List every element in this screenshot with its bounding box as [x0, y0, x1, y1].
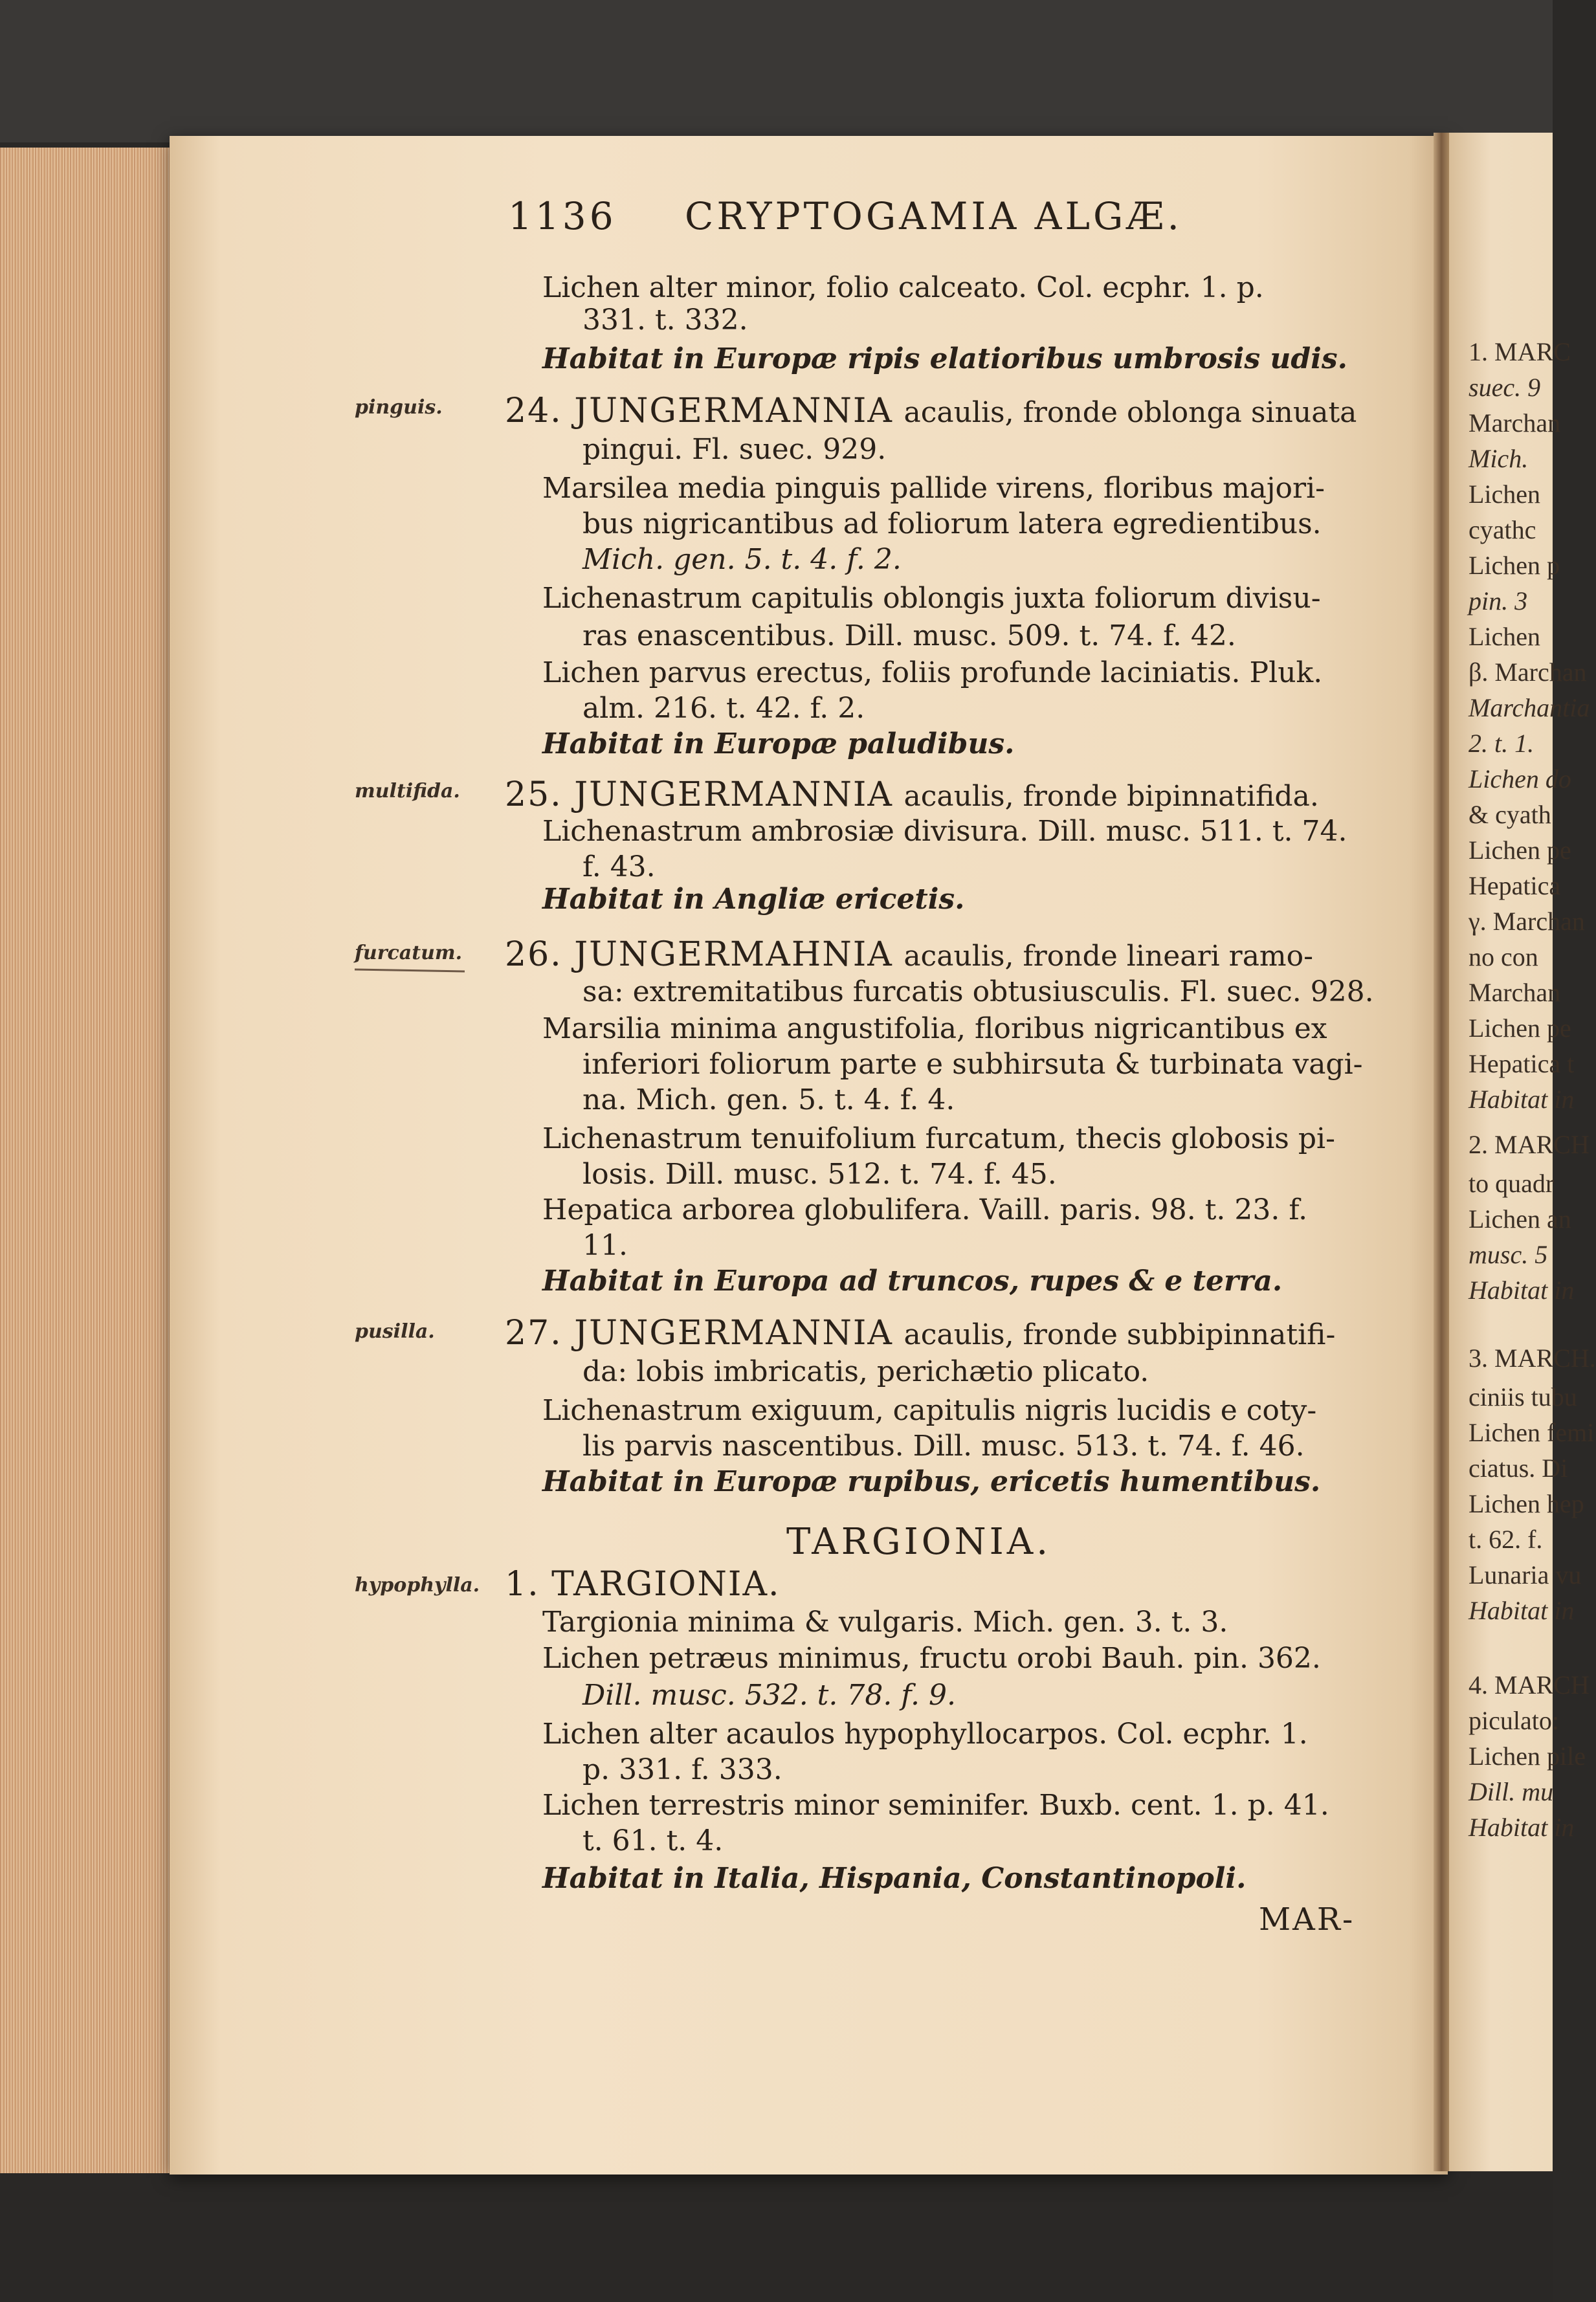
entry-name: 25. JUNGERMANNIA	[505, 775, 893, 814]
background-bottom	[0, 2155, 1553, 2302]
text-line: Lichen alter acaulos hypophyllocarpos. Col. ecphr. 1.	[542, 1718, 1308, 1751]
entry-heading	[505, 775, 1319, 814]
habitat-line: Habitat in Angliæ ericetis.	[542, 883, 965, 916]
entry-name: 26. JUNGERMAHNIA	[505, 935, 893, 974]
text-line: Marsilea media pinguis pallide virens, floribus majori-	[542, 472, 1325, 505]
facing-line: Lichen hep	[1469, 1489, 1584, 1518]
facing-line: musc. 5	[1469, 1240, 1548, 1269]
text-line: Lichenastrum exiguum, capitulis nigris lucidis e coty-	[542, 1394, 1317, 1427]
facing-line: no con	[1469, 942, 1538, 971]
entry-description: acaulis, fronde lineari ramo-	[903, 940, 1313, 973]
facing-line: β. Marchan	[1469, 658, 1587, 687]
text-line: na. Mich. gen. 5. t. 4. f. 4.	[582, 1083, 955, 1116]
facing-line: piculato:	[1469, 1706, 1559, 1735]
entry-name: 27. JUNGERMANNIA	[505, 1314, 893, 1353]
facing-line: Lichen femi	[1469, 1418, 1595, 1447]
text-line: t. 61. t. 4.	[582, 1824, 724, 1857]
facing-line: 2. t. 1.	[1469, 729, 1535, 758]
page-edges	[0, 148, 176, 2173]
facing-line: 4. MARCH	[1469, 1670, 1590, 1699]
text-line: lis parvis nascentibus. Dill. musc. 513. t. 74. f. 46.	[582, 1430, 1305, 1463]
text-line: Marsilia minima angustifolia, floribus nigricantibus ex	[542, 1012, 1327, 1045]
section-title: TARGIONIA.	[786, 1521, 1052, 1563]
catchword: MAR-	[1259, 1901, 1355, 1938]
entry-description: acaulis, fronde oblonga sinuata	[903, 396, 1357, 429]
text-line: losis. Dill. musc. 512. t. 74. f. 45.	[582, 1158, 1057, 1191]
facing-line: γ. Marchan	[1469, 907, 1585, 936]
text-line: Targionia minima & vulgaris. Mich. gen. 3. t. 3.	[542, 1606, 1228, 1639]
facing-line: ciatus. Di	[1469, 1454, 1568, 1483]
facing-line: Hepatica t	[1469, 1049, 1575, 1078]
facing-line: Marchan	[1469, 408, 1561, 437]
facing-line: t. 62. f.	[1469, 1525, 1543, 1554]
page-number: 1136	[508, 194, 617, 238]
text-line: Mich. gen. 5. t. 4. f. 2.	[582, 543, 902, 576]
habitat-line: Habitat in Europæ rupibus, ericetis humentibus.	[542, 1465, 1321, 1498]
entry-heading	[505, 1314, 1335, 1353]
facing-line: 2. MARCH	[1469, 1130, 1590, 1159]
text-line: Lichen terrestris minor seminifer. Buxb. cent. 1. p. 41.	[542, 1789, 1329, 1822]
facing-line: Lichen do	[1469, 764, 1571, 793]
text-line: 11.	[582, 1229, 628, 1262]
text-line: alm. 216. t. 42. f. 2.	[582, 692, 865, 725]
facing-line: Habitat in	[1469, 1596, 1575, 1625]
margin-note: pusilla.	[355, 1320, 435, 1343]
facing-line: pin. 3	[1469, 586, 1528, 615]
entry-name: 1. TARGIONIA.	[505, 1565, 781, 1604]
text-line: da: lobis imbricatis, perichætio plicato.	[582, 1355, 1149, 1388]
text-line: pingui. Fl. suec. 929.	[582, 433, 887, 466]
entry-name: 24. JUNGERMANNIA	[505, 392, 893, 430]
facing-line: Hepatica	[1469, 871, 1561, 900]
habitat-line: Habitat in Europæ ripis elatioribus umbrosis udis.	[542, 342, 1347, 375]
margin-note: hypophylla.	[355, 1574, 480, 1597]
habitat-line: Habitat in Europa ad truncos, rupes & e terra.	[542, 1265, 1283, 1298]
text-line: Lichenastrum capitulis oblongis juxta foliorum divisu-	[542, 582, 1321, 615]
facing-line: Lichen	[1469, 480, 1541, 509]
text-line: Lichen petræus minimus, fructu orobi Bauh. pin. 362.	[542, 1642, 1321, 1675]
text-line: Lichenastrum ambrosiæ divisura. Dill. musc. 511. t. 74.	[542, 815, 1347, 848]
text-line: Dill. musc. 532. t. 78. f. 9.	[582, 1679, 956, 1712]
margin-note: multifida.	[355, 780, 460, 802]
entry-heading	[505, 1565, 781, 1604]
facing-line: Lichen p	[1469, 551, 1560, 580]
book-gutter	[1434, 133, 1449, 2171]
facing-line: Lichen an	[1469, 1204, 1571, 1234]
text-line: Lichen alter minor, folio calceato. Col. ecphr. 1. p.	[542, 271, 1264, 304]
facing-line: Dill. mu	[1469, 1777, 1554, 1806]
margin-note: furcatum.	[355, 942, 463, 964]
facing-line: to quadr	[1469, 1169, 1555, 1198]
facing-page	[1449, 133, 1596, 2171]
text-line: ras enascentibus. Dill. musc. 509. t. 74. f. 42.	[582, 619, 1236, 652]
facing-line: Lichen pe	[1469, 836, 1571, 865]
text-line: bus nigricantibus ad foliorum latera egredientibus.	[582, 507, 1322, 540]
facing-line: suec. 9	[1469, 373, 1541, 402]
facing-line: Lichen pile	[1469, 1742, 1586, 1771]
facing-line: Lunaria vu	[1469, 1560, 1582, 1589]
running-head-title: CRYPTOGAMIA ALGÆ.	[685, 194, 1182, 238]
facing-line: & cyath	[1469, 800, 1551, 829]
facing-line: Lichen pe	[1469, 1013, 1571, 1043]
facing-line: cyathc	[1469, 515, 1536, 544]
facing-line: Mich.	[1469, 444, 1529, 473]
text-line: inferiori foliorum parte e subhirsuta & turbinata vagi-	[582, 1048, 1363, 1081]
facing-line: Habitat in	[1469, 1813, 1575, 1842]
entry-description: acaulis, fronde subbipinnatifi-	[903, 1318, 1336, 1351]
entry-description: acaulis, fronde bipinnatifida.	[903, 780, 1319, 813]
facing-line: ciniis tubu	[1469, 1382, 1577, 1411]
facing-line: 1. MARC	[1469, 337, 1571, 366]
facing-line: Habitat in	[1469, 1276, 1575, 1305]
text-line: 331. t. 332.	[582, 304, 748, 337]
text-line: Lichenastrum tenuifolium furcatum, thecis globosis pi-	[542, 1122, 1335, 1155]
facing-line: Marchantia	[1469, 693, 1590, 722]
background-top	[0, 0, 1553, 142]
text-line: sa: extremitatibus furcatis obtusiusculis. Fl. suec. 928.	[582, 975, 1374, 1008]
entry-heading	[505, 392, 1357, 430]
habitat-line: Habitat in Europæ paludibus.	[542, 727, 1015, 760]
habitat-line: Habitat in Italia, Hispania, Constantinopoli.	[542, 1862, 1247, 1895]
facing-line: Lichen	[1469, 622, 1541, 651]
facing-line: Marchan	[1469, 978, 1561, 1007]
facing-line: 3. MARCH.	[1469, 1344, 1596, 1373]
text-line: Hepatica arborea globulifera. Vaill. paris. 98. t. 23. f.	[542, 1193, 1308, 1226]
text-line: Lichen parvus erectus, foliis profunde laciniatis. Pluk.	[542, 656, 1323, 689]
text-line: p. 331. f. 333.	[582, 1753, 782, 1786]
entry-heading	[505, 935, 1313, 974]
facing-line: Habitat in	[1469, 1085, 1575, 1114]
margin-note: pinguis.	[355, 396, 443, 419]
text-line: f. 43.	[582, 850, 656, 883]
